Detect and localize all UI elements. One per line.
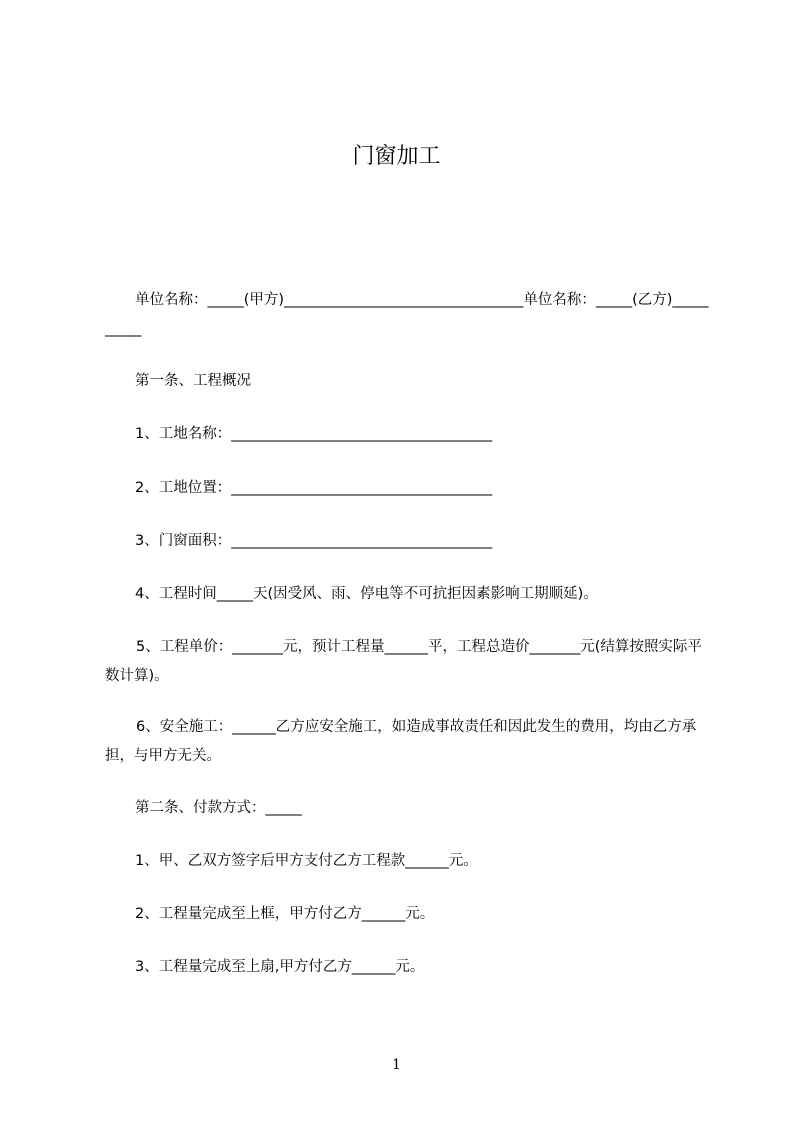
safety-paragraph: 6、安全施工：______乙方应安全施工，如造成事故责任和因此发生的费用，均由乙方承担，与甲方无关。 bbox=[105, 719, 697, 764]
window-area-line: 3、门窗面积：____________________________________ bbox=[135, 533, 493, 549]
payment-item-3: 3、工程量完成至上扇,甲方付乙方______元。 bbox=[135, 959, 425, 975]
unit-price-paragraph: 5、工程单价：_______元，预计工程量______平，工程总造价_______元(结算按照实际平数计算)。 bbox=[105, 639, 702, 684]
article-2-heading: 第二条、付款方式：_____ bbox=[135, 800, 302, 816]
project-duration-line: 4、工程时间_____天(因受风、雨、停电等不可抗拒因素影响工期顺延)。 bbox=[135, 586, 598, 602]
payment-item-1: 1、甲、乙双方签字后甲方支付乙方工程款______元。 bbox=[135, 853, 478, 869]
payment-item-2: 2、工程量完成至上框，甲方付乙方______元。 bbox=[135, 906, 435, 922]
article-1-heading: 第一条、工程概况 bbox=[135, 373, 251, 389]
site-location-line: 2、工地位置：____________________________________ bbox=[135, 480, 493, 496]
site-name-line: 1、工地名称：____________________________________ bbox=[135, 426, 493, 442]
party-names-paragraph: 单位名称：_____(甲方)_________________________________单位名称：_____(乙方)__________ bbox=[105, 292, 709, 337]
page-number: 1 bbox=[392, 1057, 401, 1073]
document-title: 门窗加工 bbox=[352, 144, 441, 169]
